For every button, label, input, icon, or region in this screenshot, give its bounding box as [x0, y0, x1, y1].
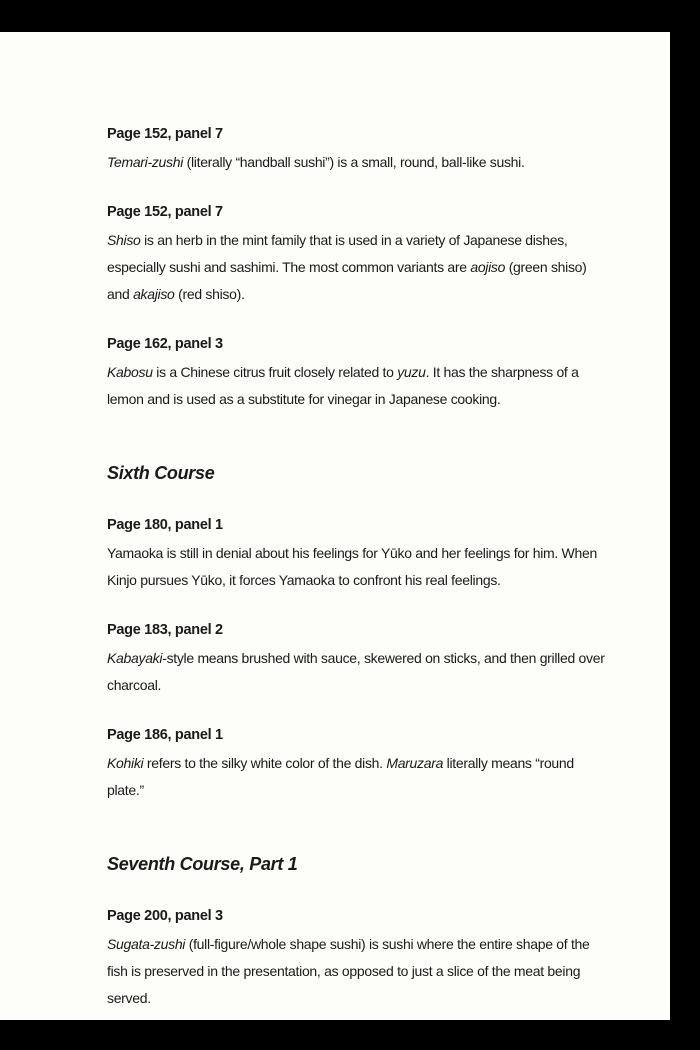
section-spacer	[107, 485, 607, 515]
note-text: (red shiso).	[174, 286, 245, 302]
note-text: (green shiso) and	[107, 259, 587, 302]
note-text: . It has the sharpness of a lemon and is used as a substitute for vinegar in Japanese cooking.	[107, 364, 579, 407]
note-term: Sugata-zushi	[107, 936, 186, 952]
note-item	[107, 620, 607, 699]
note-term: akajiso	[133, 286, 175, 302]
note-term: Maruzara	[386, 755, 444, 771]
section-spacer	[107, 876, 607, 906]
note-text: is an herb in the mint family that is used in a variety of Japanese dishes, especially sushi and sashimi. The most common variants are	[107, 232, 568, 275]
note-body	[107, 149, 607, 176]
note-body	[107, 359, 607, 413]
section-heading: Sixth Course	[107, 463, 215, 483]
note-title: Page 200, panel 3	[107, 908, 223, 924]
note-term: Kabayaki	[107, 650, 163, 666]
note-text: is a Chinese citrus fruit closely related to	[152, 364, 398, 380]
note-term: Kohiki	[107, 755, 144, 771]
note-title: Page 180, panel 1	[107, 517, 223, 533]
note-term: aojiso	[470, 259, 506, 275]
note-title: Page 183, panel 2	[107, 622, 223, 638]
note-text: (full-figure/whole shape sushi) is sushi where the entire shape of the fish is preserved in the presentation, as opposed to just a slice of the meat being served.	[107, 936, 590, 1006]
section-spacer	[107, 413, 607, 461]
note-body	[107, 227, 607, 308]
note-body	[107, 645, 607, 699]
note-spacer	[107, 699, 607, 725]
note-text: refers to the silky white color of the dish.	[143, 755, 387, 771]
note-title: Page 152, panel 7	[107, 204, 223, 220]
note-title: Page 162, panel 3	[107, 336, 223, 352]
section-spacer	[107, 804, 607, 852]
note-text: Yamaoka is still in denial about his feelings for Yūko and her feelings for him. When Kinjo pursues Yūko, it forces Yamaoka to confront his real feelings.	[107, 545, 597, 588]
note-item	[107, 725, 607, 804]
note-spacer	[107, 176, 607, 202]
note-title: Page 186, panel 1	[107, 727, 223, 743]
note-item	[107, 515, 607, 594]
notes-content	[107, 124, 607, 1012]
note-item	[107, 334, 607, 413]
note-term: Shiso	[107, 232, 141, 248]
note-body	[107, 540, 607, 594]
note-title: Page 152, panel 7	[107, 126, 223, 142]
note-body	[107, 931, 607, 1012]
note-text: (literally “handball sushi”) is a small, round, ball-like sushi.	[183, 154, 525, 170]
note-term: Kabosu	[107, 364, 153, 380]
page	[0, 32, 670, 1020]
note-term: Temari-zushi	[107, 154, 184, 170]
note-spacer	[107, 594, 607, 620]
note-item	[107, 906, 607, 1012]
note-item	[107, 124, 607, 176]
note-spacer	[107, 308, 607, 334]
section-heading: Seventh Course, Part 1	[107, 854, 298, 874]
note-text: literally means “round plate.”	[107, 755, 574, 798]
note-text: -style means brushed with sauce, skewered on sticks, and then grilled over charcoal.	[107, 650, 605, 693]
note-item	[107, 202, 607, 308]
note-body	[107, 750, 607, 804]
note-term: yuzu	[397, 364, 426, 380]
